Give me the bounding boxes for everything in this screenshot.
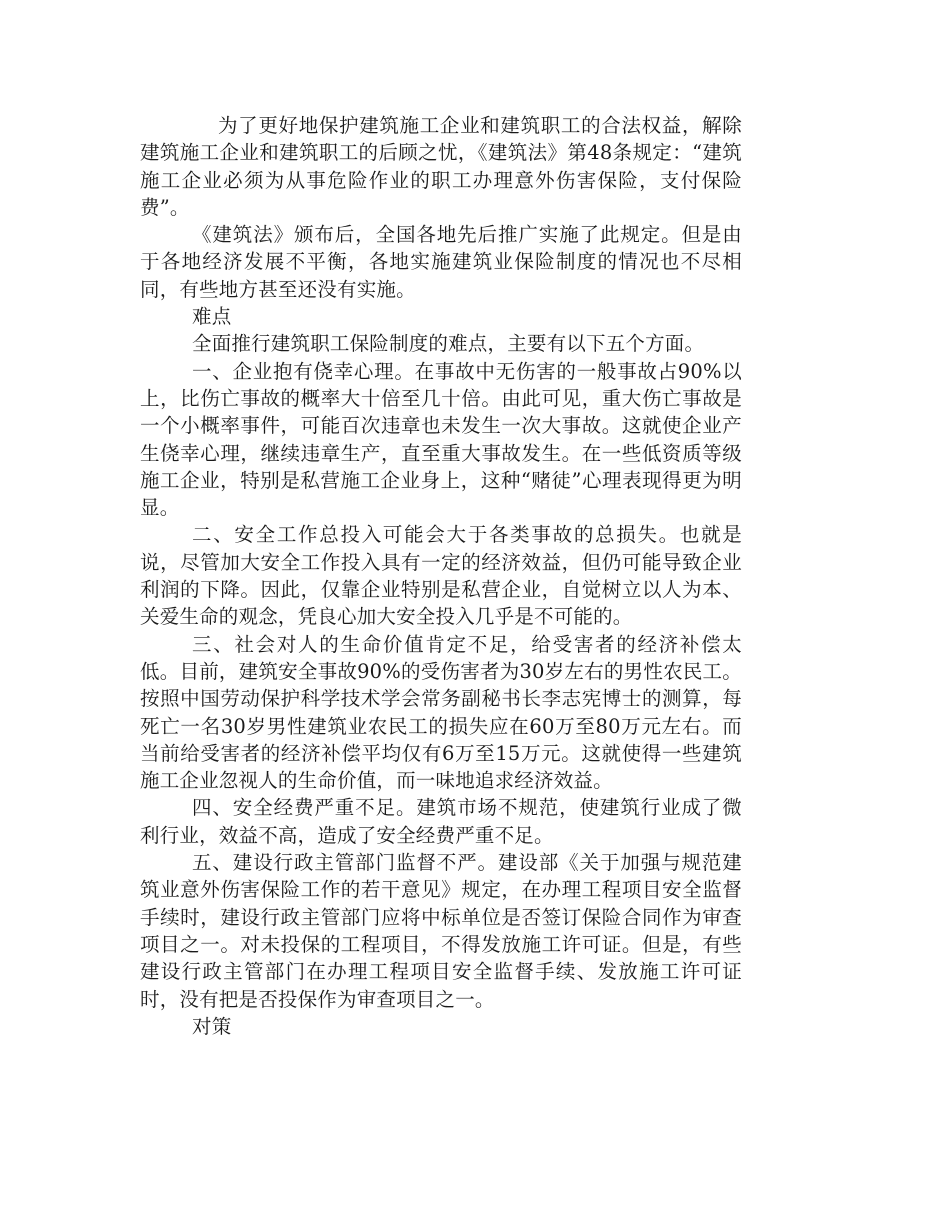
paragraph-difficulties-summary: 全面推行建筑职工保险制度的难点，主要有以下五个方面。 <box>192 332 705 356</box>
document-body <box>140 112 742 1040</box>
paragraph-point-1: 一、企业抱有侥幸心理。在事故中无伤害的一般事故占90%以上，比伤亡事故的概率大十倍至几十倍。由此可见，重大伤亡事故是一个小概率事件，可能百次违章也未发生一次大事故。这就使企业产生侥幸心理，继续违章生产，直至重大事故发生。在一些低资质等级施工企业，特别是私营施工企业身上，这种“赌徒”心理表现得更为明显。 <box>140 359 742 520</box>
section-heading-countermeasures: 对策 <box>192 1014 232 1038</box>
paragraph-point-2: 二、安全工作总投入可能会大于各类事故的总损失。也就是说，尽管加大安全工作投入具有一定的经济效益，但仍可能导致企业利润的下降。因此，仅靠企业特别是私营企业，自觉树立以人为本、关爱生命的观念，凭良心加大安全投入几乎是不可能的。 <box>140 523 742 629</box>
paragraph-implementation: 《建筑法》颁布后，全国各地先后推广实施了此规定。但是由于各地经济发展不平衡，各地实施建筑业保险制度的情况也不尽相同，有些地方甚至还没有实施。 <box>140 223 742 301</box>
paragraph-intro: 为了更好地保护建筑施工企业和建筑职工的合法权益，解除建筑施工企业和建筑职工的后顾之忧，《建筑法》第48条规定：“建筑施工企业必须为从事危险作业的职工办理意外伤害保险，支付保险费”。 <box>140 114 742 219</box>
paragraph-point-3: 三、社会对人的生命价值肯定不足，给受害者的经济补偿太低。目前，建筑安全事故90%的受伤害者为30岁左右的男性农民工。按照中国劳动保护科学技术学会常务副秘书长李志宪博士的测算，每死亡一名30岁男性建筑业农民工的损失应在60万至80万元左右。而当前给受害者的经济补偿平均仅有6万至15万元。这就使得一些建筑施工企业忽视人的生命价值，而一味地追求经济效益。 <box>140 632 742 793</box>
section-heading-difficulties: 难点 <box>192 305 232 329</box>
paragraph-point-5: 五、建设行政主管部门监督不严。建设部《关于加强与规范建筑业意外伤害保险工作的若干意见》规定，在办理工程项目安全监督手续时，建设行政主管部门应将中标单位是否签订保险合同作为审查项目之一。对未投保的工程项目，不得发放施工许可证。但是，有些建设行政主管部门在办理工程项目安全监督手续、发放施工许可证时，没有把是否投保作为审查项目之一。 <box>140 851 742 1011</box>
paragraph-point-4: 四、安全经费严重不足。建筑市场不规范，使建筑行业成了微利行业，效益不高，造成了安全经费严重不足。 <box>140 796 742 847</box>
